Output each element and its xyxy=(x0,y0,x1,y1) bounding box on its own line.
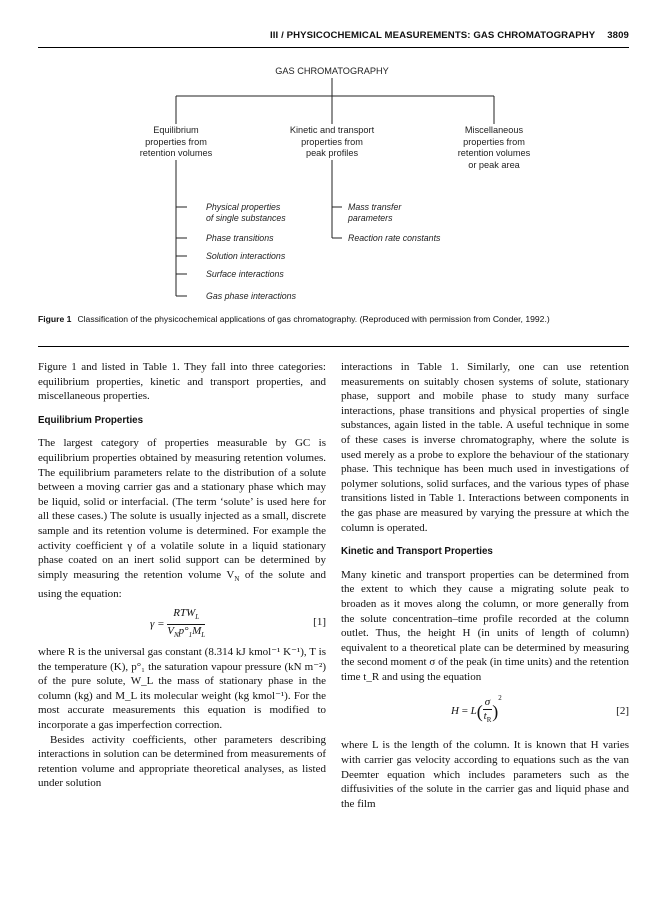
diagram-item-solution-interactions: Solution interactions xyxy=(206,251,286,261)
diagram-item-reaction-rate: Reaction rate constants xyxy=(348,233,441,243)
classification-diagram xyxy=(38,56,629,306)
equation-2-body: H = L( $\frac{\sigma}{t_R}$ )$^2$ xyxy=(451,693,502,725)
paragraph xyxy=(38,436,326,601)
page-number: 3809 xyxy=(607,30,629,41)
paragraph: Figure 1 and listed in Table 1. They fall into three categories: equilibrium properties, kinetic and transport properties, and miscellaneous properties. xyxy=(38,361,326,403)
equation-1-number: [1] xyxy=(313,616,326,629)
diagram-root: GAS CHROMATOGRAPHY xyxy=(275,66,389,76)
paragraph: Many kinetic and transport properties can be determined from the extent to which they cause a migrating solute peak to broaden as it moves along the column, or more generally from the solute concentration–time profile recorded at the column outlet. Thus, the height H (in units of length of column) equivalent to a theoretical plate can be determined by measuring the second moment σ of the peak (in time units) and the retention time t_R and using the equation xyxy=(341,568,629,683)
section-heading-equilibrium: Equilibrium Properties xyxy=(38,414,144,426)
running-header xyxy=(38,30,629,44)
diagram-item-phase-transitions: Phase transitions xyxy=(206,233,274,243)
diagram-branch-kinetic: Kinetic and transport properties from peak profiles xyxy=(289,125,375,158)
diagram-branch-equilibrium: Equilibrium properties from retention volumes xyxy=(139,125,213,158)
equation-2-number: [2] xyxy=(616,705,629,718)
diagram-item-mass-transfer: Mass transfer parameters xyxy=(348,202,402,223)
diagram-branch-misc: Miscellaneous properties from retention volumes or peak area xyxy=(457,125,531,170)
header-rule xyxy=(38,47,629,48)
subscript: N xyxy=(234,574,240,583)
paragraph: interactions in Table 1. Similarly, one can use retention measurements on suitably chosen systems of solute, stationary phase, support and mobile phase to study many surface interactions, phase transitions and physical properties of single substances, again listed in the table. A useful technique in some of these cases is inverse chromatography, where the solute is used merely as a probe to explore the behaviour of the stationary phase. This technique has been much used in investigations of polymer solutions, solid surfaces, and the various types of phase transitions listed in Table 1. Interactions between components in the gas phase are measured by varying the pressure at which the column is operated. xyxy=(341,361,629,534)
diagram-connectors xyxy=(38,56,629,306)
figure-caption-text: Classification of the physicochemical applications of gas chromatography. (Reproduced with permission from Conder, 1992.) xyxy=(77,314,550,324)
section-heading-kinetic: Kinetic and Transport Properties xyxy=(341,546,493,558)
paragraph: Besides activity coefficients, other parameters describing interactions in solution can be determined from measurements of retention volume and appropriate theoretical analyses, as listed under solution xyxy=(38,733,326,790)
text-run: of the solute and using the equation: xyxy=(38,568,326,600)
text-run: The largest category of properties measurable by GC is equilibrium properties obtained by measuring retention volumes. The equilibrium parameters relate to the distribution of a solute between a moving carrier gas and a stationary phase which may be liquid, solid or interfacial. (The term ‘solute’ is used here for all these cases.) The solute is usually injected as a small, discrete sample and its retention volume is determined. For example the activity coefficient γ of a volatile solute in a liquid stationary phase coated on an inert solid support can be determined by simply measuring the retention volume V xyxy=(38,437,326,581)
paragraph: where R is the universal gas constant (8.314 kJ kmol⁻¹ K⁻¹), T is the temperature (K), p°₁ the saturation vapour pressure (kN m⁻²) of the pure solute, W_L the mass of stationary phase in the column (kg) and M_L its molecular weight (kg kmol⁻¹). For the most accurate measurements this equation is modified to incorporate a gas imperfection correction. xyxy=(38,646,326,732)
right-column xyxy=(341,360,629,811)
figure-caption xyxy=(38,314,629,326)
diagram-item-surface-interactions: Surface interactions xyxy=(206,269,284,279)
caption-rule xyxy=(38,346,629,347)
paragraph: where L is the length of the column. It is known that H varies with carrier gas velocity according to equations such as the van Deemter equation which includes parameters such as the diffusivities of the solute in the carrier gas and liquid phase and the film xyxy=(341,739,629,810)
left-column xyxy=(38,360,326,791)
figure-label: Figure 1 xyxy=(38,314,72,324)
equation-1-body: γ = $\frac{RTW_L}{V_Np^\circ_1M_L}$ xyxy=(150,607,206,640)
running-header-title: III / PHYSICOCHEMICAL MEASUREMENTS: GAS CHROMATOGRAPHY xyxy=(270,30,596,41)
equation-2 xyxy=(341,690,629,732)
diagram-item-gas-phase-interactions: Gas phase interactions xyxy=(206,291,296,301)
equation-1 xyxy=(38,605,326,639)
diagram-item-physical-properties: Physical properties of single substances xyxy=(206,202,286,223)
